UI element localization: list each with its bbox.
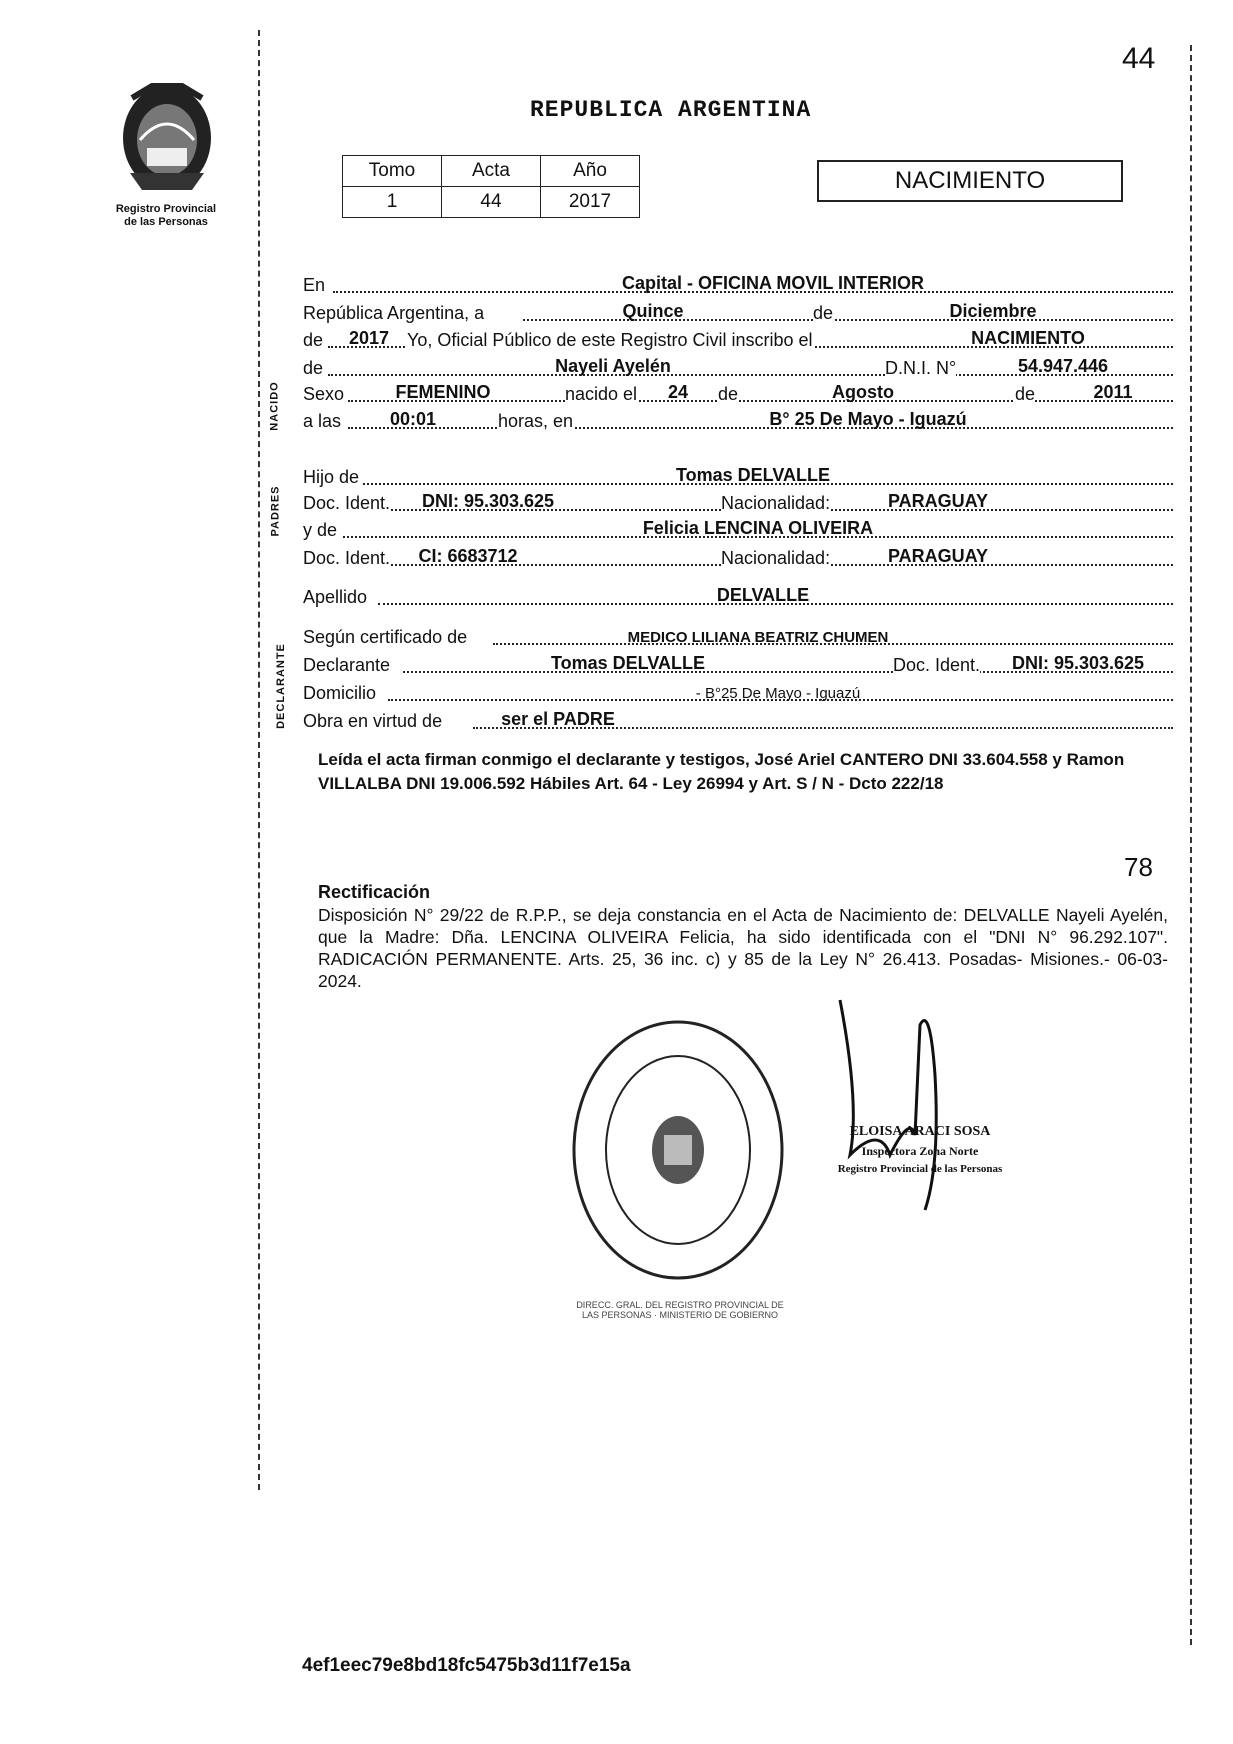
label-nacionalidad2: Nacionalidad: (721, 548, 831, 568)
label-en: En (303, 275, 326, 295)
value-declarante-doc: DNI: 95.303.625 (1011, 653, 1145, 673)
row-fecha (303, 300, 1173, 324)
value-dni: 54.947.446 (1017, 356, 1109, 376)
value-lugar-nac: B° 25 De Mayo - Iguazú (769, 409, 967, 429)
label-obra: Obra en virtud de (303, 711, 443, 731)
row-hora (303, 408, 1173, 432)
value-padre-nac: PARAGUAY (887, 491, 989, 511)
value-dia-nac: 24 (667, 382, 689, 402)
value-lugar: Capital - OFICINA MOVIL INTERIOR (621, 273, 924, 293)
row-certificado (303, 624, 1173, 648)
label-hijo-de: Hijo de (303, 467, 360, 487)
label-nacido-el: nacido el (565, 384, 638, 404)
acta-value: 44 (442, 187, 541, 218)
value-domicilio: - B°25 De Mayo - Iguazú (695, 685, 861, 702)
row-padre-doc (303, 490, 1173, 514)
label-de: de (813, 303, 834, 323)
label-domicilio: Domicilio (303, 683, 377, 703)
label-de3: de (303, 358, 324, 378)
label-yo: Yo, Oficial Público de este Registro Civil inscribo el (407, 330, 813, 350)
label-horas-en: horas, en (498, 411, 574, 431)
handwritten-signature (820, 985, 950, 1215)
row-declarante (303, 652, 1173, 676)
row-madre-doc (303, 545, 1173, 569)
label-doc-ident2: Doc. Ident. (303, 548, 391, 568)
side-label-padres: PADRES (269, 485, 282, 537)
signature-org: Registro Provincial de las Personas (837, 1163, 1003, 1175)
registry-value-row (343, 187, 640, 218)
row-padre (303, 464, 1173, 488)
rectificacion-text: Disposición N° 29/22 de R.P.P., se deja constancia en el Acta de Nacimiento de: DELVALLE Nayeli Ayelén, que la Madre: Dña. LENCINA OLIVEIRA Felicia, ha sido identificada con el "DNI N° 96.292.107". RADICACIÓN PERMANENTE. Arts. 25, 36 inc. c) y 85 de la Ley N° 26.413. Posadas- Misiones.- 06-03-2024. (318, 905, 1168, 991)
value-madre: Felicia LENCINA OLIVEIRA (642, 518, 874, 538)
side-label-declarante: DECLARANTE (274, 643, 287, 729)
value-tipo: NACIMIENTO (971, 328, 1085, 348)
value-anio-nac: 2011 (1093, 382, 1133, 402)
acta-header: Acta (442, 156, 541, 187)
signature-role: Inspectora Zona Norte (861, 1144, 979, 1158)
value-obra: ser el PADRE (501, 709, 615, 729)
value-padre: Tomas DELVALLE (675, 465, 830, 485)
value-sexo: FEMENINO (395, 382, 491, 402)
signature-stamp (800, 1124, 1040, 1175)
logo-caption (96, 203, 236, 229)
label-de4: de (718, 384, 739, 404)
document-title: REPUBLICA ARGENTINA (530, 97, 812, 123)
label-de2: de (303, 330, 324, 350)
closing-text: Leída el acta firman conmigo el declarante y testigos, José Ariel CANTERO DNI 33.604.558 y Ramon VILLALBA DNI 19.006.592 Hábiles Art. 64 - Ley 26994 y Art. S / N - Dcto 222/18 (318, 750, 1125, 793)
row-lugar (303, 272, 1173, 296)
value-hora: 00:01 (389, 409, 437, 429)
anio-value: 2017 (541, 187, 640, 218)
page-number: 44 (1122, 42, 1156, 75)
label-dni: D.N.I. N° (885, 358, 957, 378)
row-inscripcion (303, 327, 1173, 351)
value-nombre: Nayeli Ayelén (555, 356, 671, 376)
label-doc-ident3: Doc. Ident. (893, 655, 981, 675)
value-madre-doc: CI: 6683712 (418, 546, 518, 566)
row-apellido (303, 584, 1173, 608)
label-y-de: y de (303, 520, 338, 540)
tomo-value: 1 (343, 187, 442, 218)
value-madre-nac: PARAGUAY (887, 546, 989, 566)
province-coat-of-arms-logo (112, 78, 222, 198)
row-obra (303, 708, 1173, 732)
rectificacion-title: Rectificación (318, 882, 431, 902)
label-sexo: Sexo (303, 384, 345, 404)
value-padre-doc: DNI: 95.303.625 (421, 491, 555, 511)
registry-header-row (343, 156, 640, 187)
row-madre (303, 517, 1173, 541)
value-mes: Diciembre (949, 301, 1037, 321)
footer-hash: 4ef1eec79e8bd18fc5475b3d11f7e15a (302, 1655, 631, 1676)
label-republica: República Argentina, a (303, 303, 485, 323)
right-margin-line (1190, 45, 1192, 1645)
row-sexo (303, 381, 1173, 405)
logo-caption-line-2: de las Personas (124, 216, 208, 228)
label-nacionalidad: Nacionalidad: (721, 493, 831, 513)
rectificacion-number: 78 (1124, 852, 1153, 882)
anio-header: Año (541, 156, 640, 187)
official-seal (568, 1015, 788, 1285)
value-anio: 2017 (348, 328, 390, 348)
document-type-box: NACIMIENTO (817, 160, 1123, 202)
row-domicilio (303, 680, 1173, 704)
value-dia: Quince (622, 301, 684, 321)
value-certificado: MEDICO LILIANA BEATRIZ CHUMEN (627, 629, 889, 646)
value-mes-nac: Agosto (832, 382, 894, 402)
tomo-header: Tomo (343, 156, 442, 187)
label-segun: Según certificado de (303, 627, 468, 647)
label-declarante: Declarante (303, 655, 391, 675)
row-nombre (303, 355, 1173, 379)
label-doc-ident: Doc. Ident. (303, 493, 391, 513)
label-apellido: Apellido (303, 587, 368, 607)
seal-text: DIRECC. GRAL. DEL REGISTRO PROVINCIAL DE LAS PERSONAS · MINISTERIO DE GOBIERNO (576, 1300, 784, 1320)
value-apellido: DELVALLE (716, 585, 810, 605)
logo-caption-line-1: Registro Provincial (115, 203, 217, 215)
registry-table (342, 155, 640, 218)
side-label-nacido: NACIDO (268, 381, 281, 431)
left-margin-line (258, 30, 260, 1490)
label-de5: de (1015, 384, 1036, 404)
signature-name: ELOISA ARACI SOSA (849, 1124, 991, 1139)
value-declarante: Tomas DELVALLE (550, 653, 705, 673)
label-a-las: a las (303, 411, 342, 431)
